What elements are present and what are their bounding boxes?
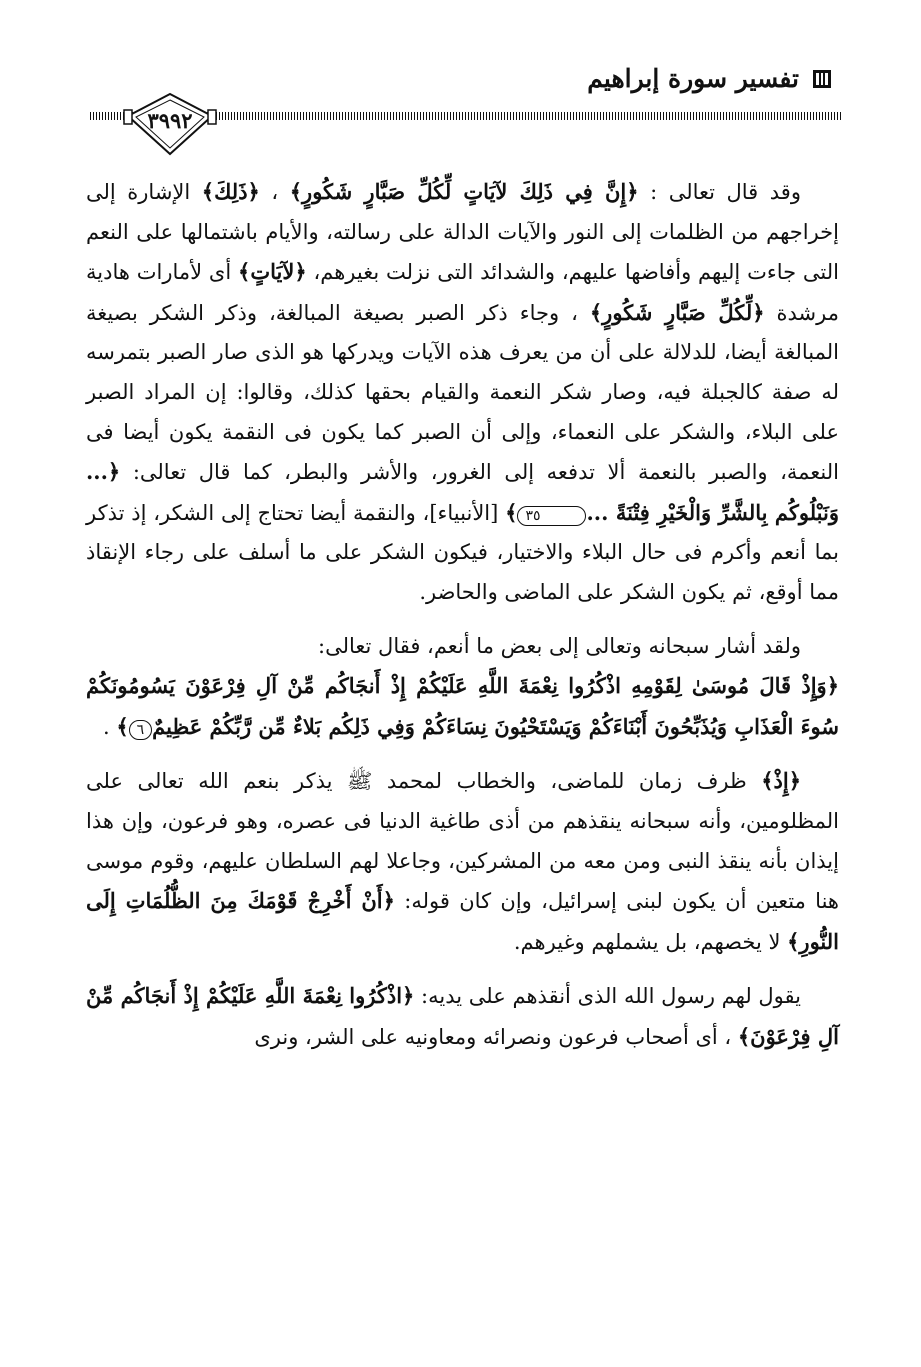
paragraph-2 bbox=[86, 627, 839, 667]
body-text: ، وجاء ذكر الصبر بصيغة المبالغة، وذكر الشكر بصيغة المبالغة أيضا، للدلالة على أن من يعرف هذه الآيات ويدركها هو الذى صار الصبر بتمرسه له صفة كالجبلة فيه، وصار شكر النعمة والقيام بحقها كذلك، وقالوا: إن المراد الصبر على البلاء، والشكر على النعماء، وإلى أن الصبر كما يكون فى النقمة يكون أيضا فى النعمة، والصبر بالنعمة ألا تدفعه إلى الغرور، والأشر والبطر، كما قال تعالى: bbox=[86, 300, 839, 485]
paragraph-1 bbox=[86, 172, 839, 613]
paragraph-3 bbox=[86, 761, 839, 962]
body-text: ظرف زمان للماضى، والخطاب لمحمد ﷺ يذكر بنعم الله تعالى على المظلومين، وأنه سبحانه ينقذهم من أذى طاغية الدنيا فى عصره، وهو فرعون، وإن هذا إيذان بأنه ينقذ النبى ومن معه من المشركين، وجاعلا لهم السلطان عليهم، وقوم موسى هنا متعين أن يكون لبنى إسرائيل، وإن كان قوله: bbox=[86, 769, 839, 914]
page-header bbox=[90, 56, 843, 166]
ayah-number: ٦ bbox=[129, 720, 153, 740]
book-ornament-icon bbox=[811, 67, 833, 91]
body-text: [الأنبياء]، والنقمة أيضا تحتاج إلى الشكر، إذ تذكر بما أنعم وأكرم فى حال البلاء والاختيار، فيكون الشكر على ما أسلف على رجاء الإنقاذ مما أوقع، ثم يكون الشكر على الماضى والحاضر. bbox=[86, 500, 839, 604]
quran-quote: ﴿إِذْ﴾ bbox=[761, 768, 801, 794]
quran-verse-block bbox=[86, 666, 839, 747]
body-text: ، bbox=[259, 180, 290, 204]
quran-quote: ﴿اذْكُرُوا نِعْمَةَ اللَّهِ عَلَيْكُمْ إِذْ أَنجَاكُم مِّنْ آلِ فِرْعَوْنَ﴾ bbox=[86, 983, 839, 1049]
body-text: ولقد أشار سبحانه وتعالى إلى بعض ما أنعم، فقال تعالى: bbox=[318, 633, 801, 658]
quran-quote: ﴿لِّكُلِّ صَبَّارٍ شَكُورٍ﴾ bbox=[589, 299, 765, 325]
body-text: وقد قال تعالى : bbox=[638, 180, 801, 204]
running-title-text: تفسير سورة إبراهيم bbox=[587, 64, 799, 93]
page-number-badge bbox=[122, 92, 218, 156]
quran-quote: ﴿إِنَّ فِي ذَلِكَ لآيَاتٍ لِّكُلِّ صَبَّارٍ شَكُورٍ﴾ bbox=[289, 179, 639, 204]
body-text: لا يخصهم، بل يشملهم وغيرهم. bbox=[513, 929, 788, 954]
quran-quote: ﴿أَنْ أَخْرِجْ قَوْمَكَ مِنَ الظُّلُمَاتِ إِلَى النُّورِ﴾ bbox=[86, 888, 839, 954]
body-text: . bbox=[102, 714, 117, 739]
quran-quote: ﴾ bbox=[505, 499, 518, 525]
body-text: ، أى أصحاب فرعون ونصرائه ومعاونيه على الشر، ونرى bbox=[254, 1024, 738, 1049]
body-text: يقول لهم رسول الله الذى أنقذهم على يديه: bbox=[414, 984, 802, 1009]
paragraph-4 bbox=[86, 976, 839, 1057]
body-text: أى لأمارات هادية مرشدة bbox=[86, 260, 839, 325]
quran-quote: ﴿ذَلِكَ﴾ bbox=[201, 179, 260, 204]
page-number: ٣٩٩٢ bbox=[147, 108, 193, 133]
quran-quote: ﴿وَإِذْ قَالَ مُوسَىٰ لِقَوْمِهِ اذْكُرُوا نِعْمَةَ اللَّهِ عَلَيْكُمْ إِذْ أَنجَاكُم مِّنْ آلِ فِرْعَوْنَ يَسُومُونَكُمْ سُوءَ الْعَذَابِ وَيُذَبِّحُونَ أَبْنَاءَكُمْ وَيَسْتَحْيُونَ نِسَاءَكُمْ وَفِي ذَلِكُم بَلاءٌ مِّن رَّبِّكُمْ عَظِيمٌ bbox=[86, 673, 839, 739]
quran-quote: ﴿لآيَاتٍ﴾ bbox=[238, 259, 307, 285]
quran-quote: ﴿... وَنَبْلُوكُم بِالشَّرِّ وَالْخَيْرِ فِتْنَةً ... bbox=[86, 459, 840, 525]
body-text: الإشارة إلى إخراجهم من الظلمات إلى النور والآيات الدالة على رسالته، والأيام باشتمالها على النعم التى جاءت إليهم وأفاضها عليهم، والشدائد التى نزلت بغيرهم، bbox=[86, 180, 840, 285]
page-body bbox=[86, 172, 839, 1057]
ayah-number: ٣٥ bbox=[517, 506, 586, 526]
quran-quote: ﴾ bbox=[116, 713, 129, 739]
running-title bbox=[587, 64, 833, 93]
